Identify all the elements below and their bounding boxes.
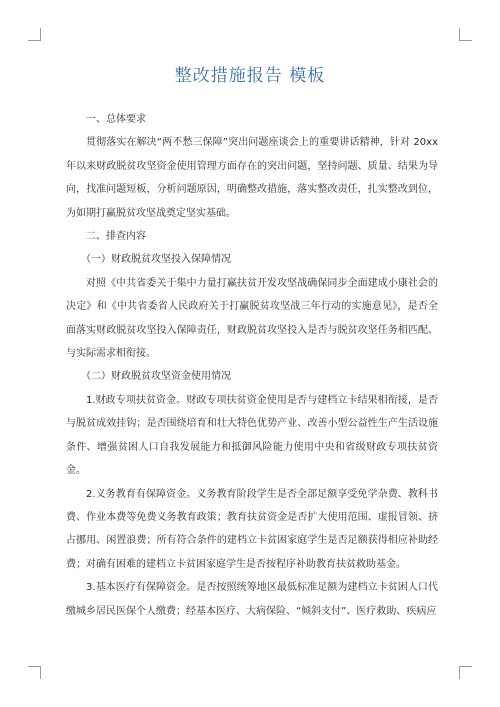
crop-mark-top-left: [28, 28, 41, 41]
crop-mark-top-right: [459, 28, 472, 41]
document-title: 整改措施报告 模板: [174, 66, 326, 86]
document-body: [66, 108, 438, 623]
subsection-heading: （二）财政脱贫攻坚资金使用情况: [81, 371, 231, 383]
subsection-heading: （一）财政脱贫攻坚投入保障情况: [81, 254, 231, 266]
section-heading: 二、排查内容: [86, 231, 146, 243]
crop-mark-bottom-left: [28, 666, 41, 679]
paragraph: 2.义务教育有保障资金。义务教育阶段学生是否全部足额享受免学杂费、教科书费、作业本费等免费义务教育政策；教育扶贫资金是否扩大使用范围、虚报冒领、挤占挪用、闲置浪费；所有符合条件的建档立卡贫困家庭学生是否足额获得相应补助经费；对确有困难的建档立卡贫困家庭学生是否按程序补助教育扶贫救助基金。: [66, 488, 438, 570]
paragraph: 贯彻落实在解决“两不愁三保障”突出问题座谈会上的重要讲话精神，针对 20xx 年以来财政脱贫攻坚资金使用管理方面存在的突出问题，坚持问题、质量、结果为导向，找准问题短板，分析问题原因，明确整改措施，落实整改责任，扎实整改到位，为如期打赢脱贫攻坚战奠定坚实基础。: [66, 137, 438, 219]
paragraph: 对照《中共省委关于集中力量打赢扶贫开发攻坚战确保同步全面建成小康社会的决定》和《中共省委省人民政府关于打赢脱贫攻坚战三年行动的实施意见》，是否全面落实财政脱贫攻坚投入保障责任，财政脱贫攻坚投入是否与脱贫攻坚任务相匹配、与实际需求相衔接。: [66, 277, 438, 360]
section-heading: 一、总体要求: [86, 114, 146, 125]
paragraph: 1.财政专项扶贫资金。财政专项扶贫资金使用是否与建档立卡结果相衔接，是否与脱贫成效挂钩；是否围绕培育和壮大特色优势产业、改善小型公益性生产生活设施条件、增强贫困人口自我发展能力和抵御风险能力使用中央和省级财政专项扶贫资金。: [66, 394, 438, 477]
crop-mark-bottom-right: [459, 666, 472, 679]
paragraph: 3.基本医疗有保障资金。是否按照统筹地区最低标准足额为建档立卡贫困人口代缴城乡居民医保个人缴费；经基本医疗、大病保险、“倾斜支付”、医疗救助、疾病应: [66, 582, 438, 617]
